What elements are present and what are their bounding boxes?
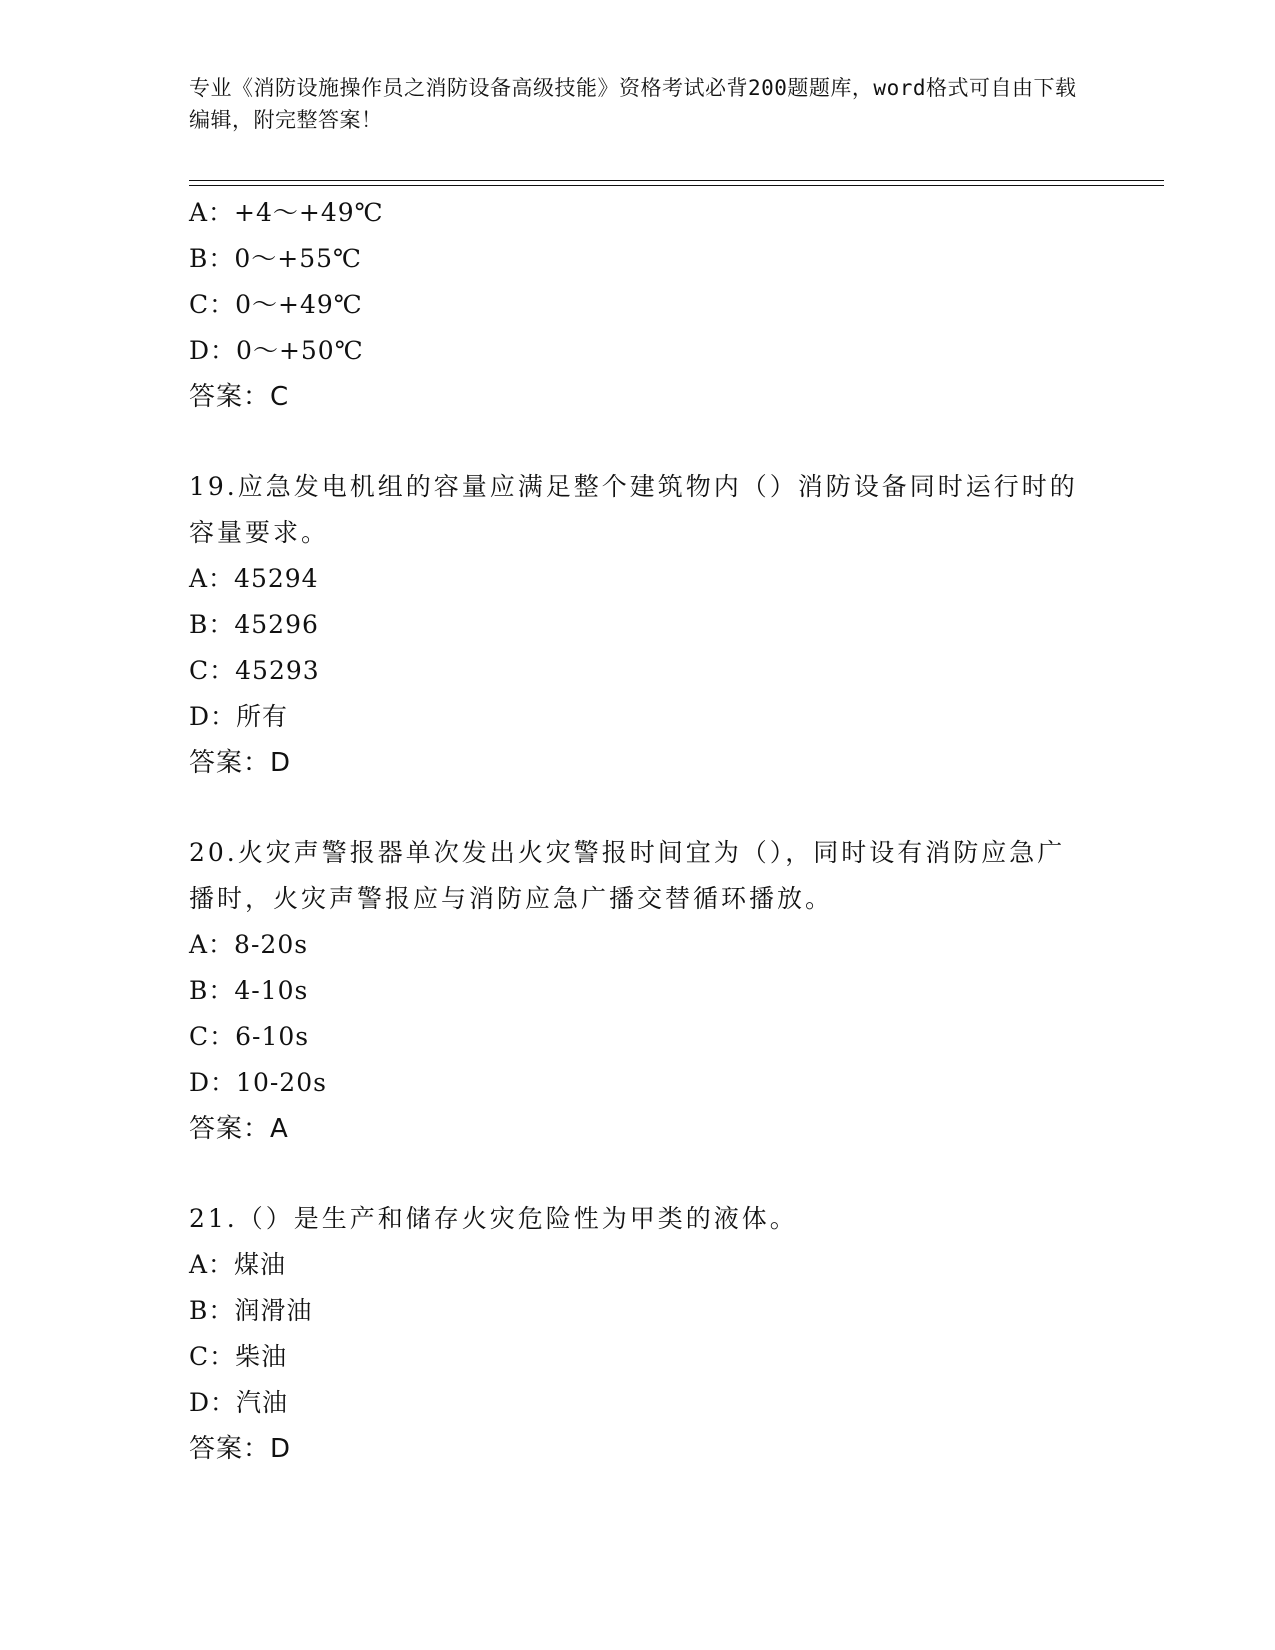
- question-list: [189, 190, 1089, 1472]
- header-divider-bottom: [189, 185, 1164, 186]
- option-c: C：柴油: [189, 1342, 288, 1371]
- answer-line: 答案：D: [189, 1434, 292, 1464]
- option-d: D：汽油: [189, 1388, 289, 1417]
- spacer: [189, 786, 1089, 830]
- answer-line: 答案：A: [189, 1114, 289, 1144]
- option-b: B：0～+55℃: [189, 244, 363, 273]
- document-header: 专业《消防设施操作员之消防设备高级技能》资格考试必背200题题库，word格式可自由下载编辑，附完整答案！: [189, 76, 1077, 132]
- option-b: B：润滑油: [189, 1296, 313, 1325]
- option-a: A：45294: [189, 564, 319, 593]
- option-d: D：10-20s: [189, 1068, 327, 1097]
- option-b: B：4-10s: [189, 976, 309, 1005]
- option-c: C：45293: [189, 656, 320, 685]
- option-d: D：0～+50℃: [189, 336, 364, 365]
- spacer: [189, 1152, 1089, 1196]
- header-divider-top: [189, 180, 1164, 181]
- option-a: A：煤油: [189, 1250, 287, 1279]
- option-a: A：+4～+49℃: [189, 198, 384, 227]
- question-text: 20.火灾声警报器单次发出火灾警报时间宜为（），同时设有消防应急广播时，火灾声警报应与消防应急广播交替循环播放。: [189, 838, 1066, 913]
- option-c: C：6-10s: [189, 1022, 310, 1051]
- question-21-block: [189, 1196, 1089, 1472]
- option-b: B：45296: [189, 610, 319, 639]
- question-19-block: [189, 464, 1089, 786]
- question-20-block: [189, 830, 1089, 1152]
- question-text: 19.应急发电机组的容量应满足整个建筑物内（）消防设备同时运行时的容量要求。: [189, 472, 1078, 547]
- question-18-block: [189, 190, 1089, 420]
- option-a: A：8-20s: [189, 930, 309, 959]
- question-text: 21.（）是生产和储存火灾危险性为甲类的液体。: [189, 1204, 798, 1233]
- option-c: C：0～+49℃: [189, 290, 363, 319]
- spacer: [189, 420, 1089, 464]
- answer-line: 答案：C: [189, 382, 290, 412]
- answer-line: 答案：D: [189, 748, 292, 778]
- option-d: D：所有: [189, 702, 289, 731]
